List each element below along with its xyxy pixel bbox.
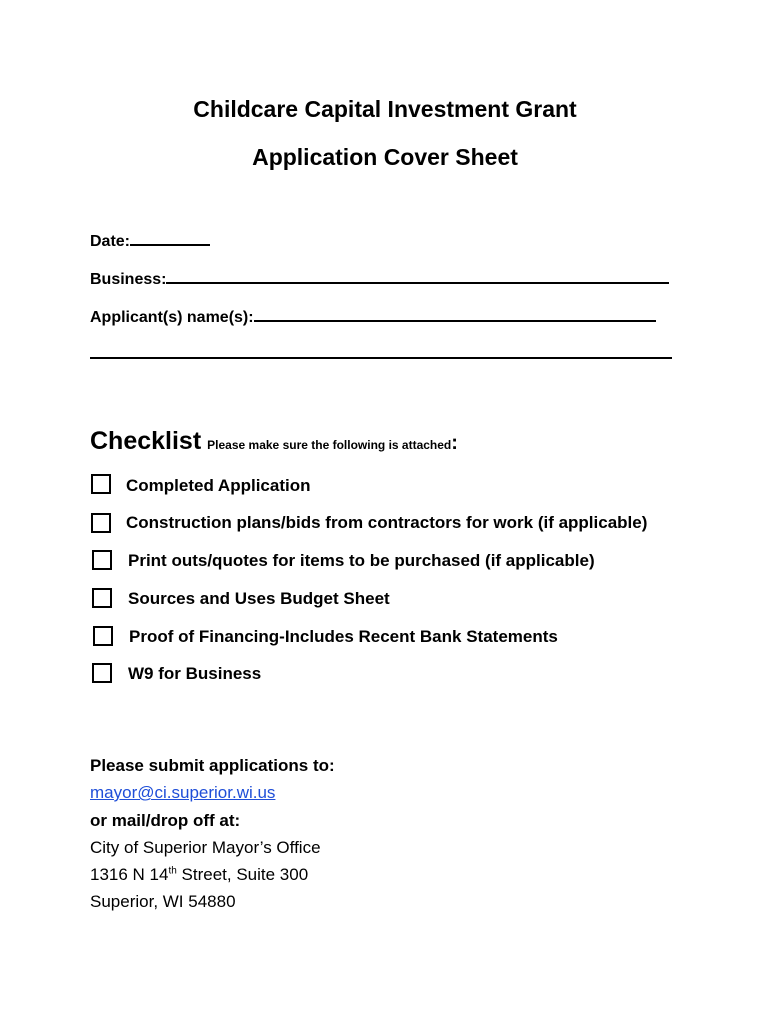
street-ordinal: th [168,865,177,877]
applicants-blank[interactable] [254,306,656,322]
email-link[interactable]: mayor@ci.superior.wi.us [90,783,276,802]
date-label: Date: [90,233,131,250]
checklist-heading [90,427,458,456]
submit-heading: Please submit applications to: [90,756,335,775]
checklist-item-label: Sources and Uses Budget Sheet [128,589,390,608]
date-blank[interactable] [130,230,210,246]
checkbox-proof-of-financing[interactable] [93,626,113,646]
business-blank[interactable] [166,268,669,284]
business-label: Business: [90,271,167,288]
checklist-item-label: Completed Application [126,476,311,495]
applicants-extra-line[interactable] [90,357,672,359]
title-line-1: Childcare Capital Investment Grant [193,96,577,122]
checkbox-sources-uses[interactable] [92,588,112,608]
applicants-label: Applicant(s) name(s): [90,309,254,326]
checkbox-w9[interactable] [92,663,112,683]
checkbox-completed-application[interactable] [91,474,111,494]
applicants-field[interactable] [90,306,656,327]
checkbox-print-outs[interactable] [92,550,112,570]
title-line-2: Application Cover Sheet [252,144,518,170]
checklist-item-label: Proof of Financing-Includes Recent Bank Statements [129,627,558,646]
street-number: 1316 N 14 [90,865,169,884]
checklist-title: Checklist [90,427,202,455]
checklist-item-label: W9 for Business [128,664,262,683]
street-address [90,865,308,885]
office-name: City of Superior Mayor’s Office [90,838,321,857]
mail-heading: or mail/drop off at: [90,811,241,830]
street-rest: Street, Suite 300 [176,865,309,884]
date-field[interactable] [90,230,210,251]
checkbox-construction-plans[interactable] [91,513,111,533]
checklist-item-label: Construction plans/bids from contractors for work (if applicable) [126,513,648,532]
checklist-colon: : [451,432,458,454]
checklist-note: Please make sure the following is attached [207,438,452,452]
business-field[interactable] [90,268,669,289]
city-state-zip: Superior, WI 54880 [90,892,236,911]
checklist-item-label: Print outs/quotes for items to be purchased (if applicable) [128,551,595,570]
